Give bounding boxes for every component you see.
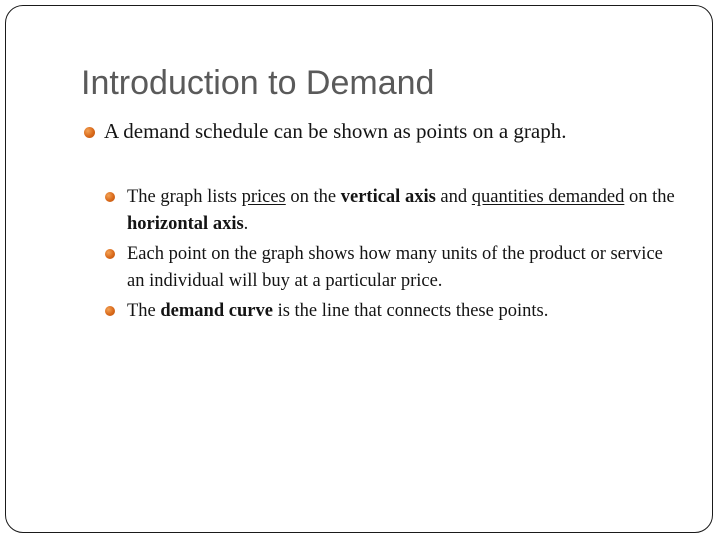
bullet-list <box>84 118 684 328</box>
prices-term: prices <box>241 187 286 208</box>
bullet-dot-icon <box>105 249 115 259</box>
demand-curve-term: demand curve <box>160 301 273 322</box>
sub-bullet-text: on the <box>624 187 675 208</box>
bullet-dot-icon <box>84 127 95 138</box>
sub-bullet-list <box>84 184 684 325</box>
sub-bullet-text: Each point on the graph shows how many units of the product or service an individual will buy at a particular price. <box>127 244 663 292</box>
sub-bullet-text: and <box>435 187 472 208</box>
sub-bullet-text: The graph lists <box>127 187 242 208</box>
sub-bullet-text: is the line that connects these points. <box>272 301 549 322</box>
slide-title: Introduction to Demand <box>81 64 435 102</box>
sub-bullet-text: . <box>243 214 249 235</box>
bullet-dot-icon <box>105 192 115 202</box>
main-bullet-text: A demand schedule can be shown as points on a graph. <box>104 119 567 143</box>
slide <box>5 5 713 533</box>
bullet-dot-icon <box>105 306 115 316</box>
horizontal-axis-term: horizontal axis <box>127 214 244 235</box>
vertical-axis-term: vertical axis <box>340 187 436 208</box>
main-bullet <box>84 118 684 144</box>
sub-bullet-text: on the <box>285 187 341 208</box>
sub-bullet-points <box>105 241 684 295</box>
sub-bullet-axes <box>105 184 684 238</box>
quantities-demanded-term: quantities demanded <box>471 187 625 208</box>
sub-bullet-text: The <box>127 301 161 322</box>
sub-bullet-demand-curve <box>105 298 684 325</box>
